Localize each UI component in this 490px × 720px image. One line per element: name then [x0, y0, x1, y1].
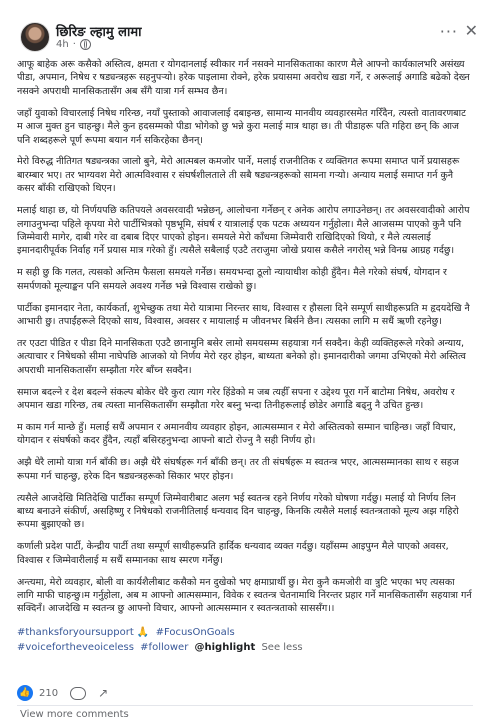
share-icon[interactable]: ↗	[98, 686, 109, 700]
hashtag-link[interactable]: #FocusOnGoals	[155, 627, 235, 638]
view-more-comments[interactable]: View more comments	[20, 709, 129, 720]
post-paragraph: मलाई थाहा छ, यो निर्णयपछि कतिपयले अवसरवादी भन्नेछन्, आलोचना गर्नेछन् र अनेक आरोप लगाउनेछन्। तर अवसरवादीको आरोप लगाउनुभन्दा पहिले कृपया मेरो पार्टीभित्रको पृष्ठभूमि, संघर्ष र यात्रालाई एक पटक अध्ययन गर्नुहोला। मैले आजसम्म पाएको कुनै पनि जिम्मेवारी मागेर, दाबी गरेर वा दबाब दिएर पाएको होइन। समयले मेरो काँधमा जिम्मेवारी राखिदिएको थियो, र मैले त्यसलाई इमानदारीपूर्वक निर्वाह गर्ने प्रयास मात्र गरेको हुँ। त्यसैले सबैलाई एउटै तराजुमा जोखे प्रयास कसैले नगरोस् भन्ने विनम्र आग्रह गर्दछु।	[17, 205, 470, 257]
reaction-bar	[17, 685, 108, 701]
post-body	[17, 58, 473, 624]
reaction-count[interactable]: 210	[39, 687, 59, 699]
post-paragraph: म काम गर्न मान्छे हुँ। मलाई सधैं अपमान र अमानवीय व्यवहार होइन, आत्मसम्मान र मेरो अस्तित्वको सम्मान चाहिन्छ। जहाँ विचार, योगदान र संघर्षको कदर हुँदैन, त्यहाँ बसिरहनुभन्दा आफ्नो बाटो रोज्नु नै सही निर्णय हो।	[17, 421, 456, 447]
more-options-icon[interactable]: ···	[439, 22, 458, 41]
hashtag-link[interactable]: #thanksforyoursupport 🙏	[17, 627, 150, 638]
hashtag-list	[17, 625, 473, 655]
post-paragraph: त्यसैले आजदेखि मितिदेखि पार्टीका सम्पूर्ण जिम्मेवारीबाट अलग भई स्वतन्त्र रहने निर्णय गरेको घोषणा गर्दछु। मलाई यो निर्णय लिन बाध्य बनाउने संकीर्ण, असहिष्णु र निषेधको राजनीतिलाई धन्यवाद दिन चाहन्छु, किनकि त्यसैले मलाई स्वतन्त्रताको मूल्य अझ गहिरो रूपमा बुझाएको छ।	[17, 492, 459, 531]
close-icon[interactable]: ✕	[464, 21, 478, 40]
hashtag-link[interactable]: #voicefortheveoiceless	[17, 642, 134, 653]
hashtag-link[interactable]: #follower	[140, 642, 189, 653]
post-meta: 4h ·	[56, 39, 91, 50]
post-time[interactable]: 4h	[56, 39, 69, 50]
post-paragraph: मेरो विरुद्ध नीतिगत षड्यन्त्रका जालो बुने, मेरो आत्मबल कमजोर पार्ने, मलाई राजनीतिक र व्यक्तिगत रूपमा समाप्त पार्ने प्रयासहरू बारम्बार भए। तर भाग्यवश मेरो आत्मविश्वास र संघर्षशीलताले ती सबै षड्यन्त्रहरूको सामना गर्‍यो। अन्याय मलाई समाप्त गर्न कुनै कसर बाँकी राखिएको थिएन।	[17, 156, 460, 195]
post-paragraph: म सही छु कि गलत, त्यसको अन्तिम फैसला समयले गर्नेछ। समयभन्दा ठूलो न्यायाधीश कोही हुँदैन। मैले गरेको संघर्ष, योगदान र समर्पणको मूल्याङ्कन पनि समयले अवश्य गर्नेछ भन्ने विश्वास राखेको छु।	[17, 267, 447, 292]
see-less-link[interactable]: See less	[261, 642, 303, 653]
comment-icon[interactable]	[70, 687, 86, 700]
post-paragraph: कर्णाली प्रदेश पार्टी, केन्द्रीय पार्टी तथा सम्पूर्ण साथीहरूप्रति हार्दिक धन्यवाद व्यक्त गर्दछु। यहाँसम्म आइपुग्न मैले पाएको अवसर, विश्वास र जिम्मेवारीलाई म सधैं सम्मानका साथ स्मरण गर्नेछु।	[17, 541, 449, 566]
author-avatar[interactable]	[20, 22, 50, 52]
author-name[interactable]: छिरिङ ल्हामु लामा	[56, 25, 142, 40]
post-header	[6, 22, 484, 58]
post-paragraph: जहाँ युवाको विचारलाई निषेध गरिन्छ, नयाँ पुस्ताको आवाजलाई दबाइन्छ, सामान्य मानवीय व्यवहारसमेत गरिँदैन, त्यस्तो वातावरणबाट म आज मुक्त हुन चाहन्छु। मैले कुन हदसम्मको पीडा भोगेको छु भन्ने कुरा मलाई मात्र थाहा छ। ती पीडाहरू पति गहिरा छन् कि आज पनि शब्दहरूले पूर्ण रूपमा बयान गर्न सकिरहेका छैनन्।	[17, 107, 466, 146]
divider	[17, 705, 473, 706]
post-paragraph: पार्टीका इमानदार नेता, कार्यकर्ता, शुभेच्छुक तथा मेरो यात्रामा निरन्तर साथ, विश्वास र हौसला दिने सम्पूर्ण साथीहरूप्रति म हृदयदेखि नै आभारी छु। तपाईंहरूले दिएको साथ, विश्वास, अवसर र मायालाई म जीवनभर बिर्सने छैन। त्यसका लागि म सधैं ऋणी रहनेछु।	[17, 302, 470, 327]
post-paragraph: समाज बदल्ने र देश बदल्ने संकल्प बोकेर धेरै कुरा त्याग गरेर हिंडेको म जब त्यहीँ सपना र उद्देश्य पूरा गर्ने बाटोमा निषेध, अवरोध र अपमान खडा गरिन्छ, तब त्यस्ता मानसिकतासँग सम्झौता गरेर बस्नु भन्दा तिनीहरूलाई छोडेर अगाडि बढ्नु नै उचित हुन्छ।	[17, 386, 455, 412]
like-icon[interactable]: 👍	[17, 685, 33, 701]
highlight-mention[interactable]: @highlight	[194, 642, 256, 653]
post-paragraph: आफू बाहेक अरू कसैको अस्तित्व, क्षमता र योगदानलाई स्वीकार गर्न नसक्ने मानसिकताका कारण मैले आफ्नो कार्यकालभरि असंख्य पीडा, अपमान, निषेध र षड्यन्त्रहरू सहनुपर्‍यो। हरेक पाइलामा रोक्ने, हरेक प्रयासमा अवरोध खडा गर्ने, र अरूलाई अगाडि बढेको देख्न नसक्ने अपराधी मानसिकतासँग अब सँगै यात्रा गर्न सम्भव छैन।	[17, 59, 470, 97]
post-paragraph: अझै धेरै लामो यात्रा गर्न बाँकी छ। अझै धेरै संघर्षहरू गर्न बाँकी छन्। तर ती संघर्षहरू म स्वतन्त्र भएर, आत्मसम्मानका साथ र सहज रूपमा गर्न चाहन्छु, हरेक दिन षड्यन्त्रहरूको सिकार भएर होइन।	[17, 457, 459, 482]
globe-icon	[80, 39, 91, 50]
post-paragraph: तर एउटा पीडित र पीडा दिने मानसिकता एउटै छानामुनि बसेर लामो समयसम्म सहयात्रा गर्न सक्दैन। केही व्यक्तिहरूले गरेको अन्याय, अत्याचार र निषेधको सीमा नाघेपछि आजको यो निर्णय मेरो रहर होइन, बाध्यता बनेको हो। इमानदारीको जगमा उभिएको मेरो अस्तित्व अपराधी मानसिकतासँग सम्झौता गरेर बाँच्न सक्दैन।	[17, 337, 466, 376]
post-paragraph: अन्त्यमा, मेरो व्यवहार, बोली वा कार्यशैलीबाट कसैको मन दुखेको भए क्षमाप्रार्थी छु। मेरा कुनै कमजोरी वा त्रुटि भएका भए त्यसका लागि माफी चाहन्छु।म गर्नुहोला, अब म आफ्नो आत्मसम्मान, विवेक र स्वतन्त्र चेतनामाथि निरन्तर प्रहार गर्ने मानसिकतासँग सहयात्रा गर्न सक्दिनँ। आजदेखि म स्वतन्त्र छु आफ्नो विचार, आफ्नो आत्मसम्मान र स्वतन्त्रताको साससँग।।	[17, 576, 472, 615]
